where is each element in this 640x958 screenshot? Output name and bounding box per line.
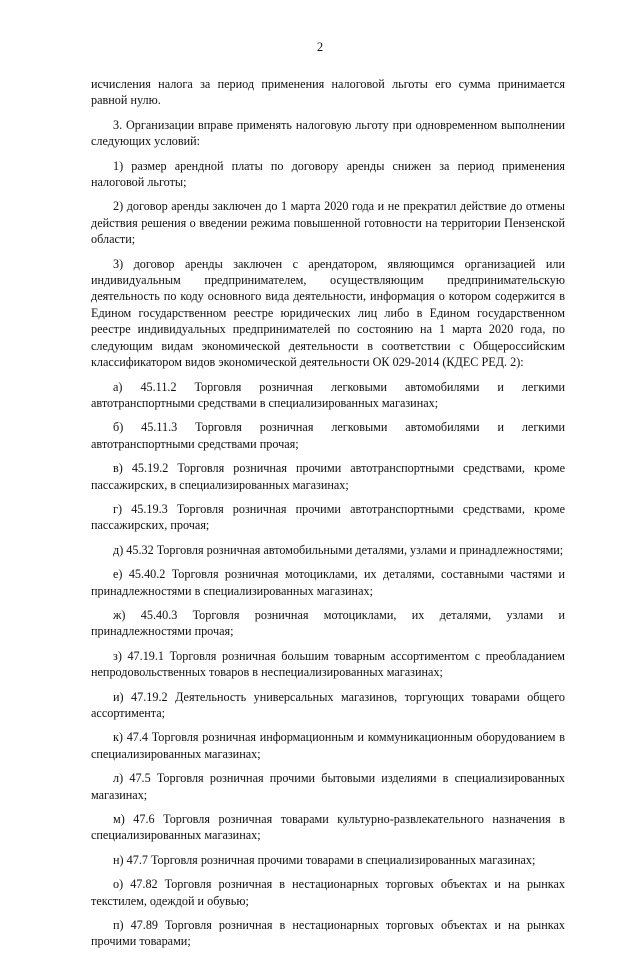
paragraph-clause-3: 3. Организации вправе применять налоговую льготу при одновременном выполнении следующих условий: bbox=[91, 117, 565, 149]
document-body bbox=[91, 76, 565, 958]
list-item-a: а) 45.11.2 Торговля розничная легковыми автомобилями и легкими автотранспортными средствами в специализированных магазинах; bbox=[91, 379, 565, 410]
list-item-o: о) 47.82 Торговля розничная в нестационарных торговых объектах и на рынках текстилем, одеждой и обувью; bbox=[91, 877, 565, 908]
list-item-e: е) 45.40.2 Торговля розничная мотоциклами, их деталями, составными частями и принадлежностями в специализированных магазинах; bbox=[91, 567, 565, 598]
list-item-v: в) 45.19.2 Торговля розничная прочими автотранспортными средствами, кроме пассажирских, в специализированных магазинах; bbox=[91, 461, 565, 492]
paragraph-condition-1: 1) размер арендной платы по договору аренды снижен за период применения налоговой льготы; bbox=[91, 158, 565, 190]
list-item-zh: ж) 45.40.3 Торговля розничная мотоциклами, их деталями, узлами и принадлежностями прочая; bbox=[91, 607, 565, 639]
list-item-b: б) 45.11.3 Торговля розничная легковыми автомобилями и легкими автотранспортными средствами прочая; bbox=[91, 420, 565, 451]
list-item-z: з) 47.19.1 Торговля розничная большим товарным ассортиментом с преобладанием непродовольственных товаров в неспециализированных магазинах; bbox=[91, 648, 565, 680]
list-item-p: п) 47.89 Торговля розничная в нестационарных торговых объектах и на рынках прочими товарами; bbox=[91, 918, 565, 949]
list-item-k: к) 47.4 Торговля розничная информационным и коммуникационным оборудованием в специализированных магазинах; bbox=[91, 730, 565, 761]
list-item-n: н) 47.7 Торговля розничная прочими товарами в специализированных магазинах; bbox=[113, 852, 536, 867]
paragraph-continuation: исчисления налога за период применения налоговой льготы его сумма принимается равной нулю. bbox=[91, 77, 565, 108]
list-item-l: л) 47.5 Торговля розничная прочими бытовыми изделиями в специализированных магазинах; bbox=[91, 771, 565, 802]
list-item-m: м) 47.6 Торговля розничная товарами культурно-развлекательного назначения в специализированных магазинах; bbox=[91, 812, 565, 843]
paragraph-condition-2: 2) договор аренды заключен до 1 марта 2020 года и не прекратил действие до отмены действия решения о введении режима повышенной готовности на территории Пензенской области; bbox=[91, 199, 565, 247]
list-item-i: и) 47.19.2 Деятельность универсальных магазинов, торгующих товарами общего ассортимента; bbox=[91, 689, 565, 720]
page-number: 2 bbox=[316, 40, 324, 54]
list-item-g: г) 45.19.3 Торговля розничная прочими автотранспортными средствами, кроме пассажирских, прочая; bbox=[91, 501, 565, 533]
list-item-d: д) 45.32 Торговля розничная автомобильными деталями, узлами и принадлежностями; bbox=[113, 542, 564, 557]
paragraph-condition-3: 3) договор аренды заключен с арендатором, являющимся организацией или индивидуальным предпринимателем, осуществляющим предпринимательскую деятельность по коду основного вида деятельности, информация о котором содержится в Едином государственном реестре юридических лиц либо в Едином государственном реестре индивидуальных предпринимателей по состоянию на 1 марта 2020 года, по следующим видам экономической деятельности в соответствии с Общероссийским классификатором видов экономической деятельности ОК 029-2014 (КДЕС РЕД. 2): bbox=[91, 256, 565, 370]
